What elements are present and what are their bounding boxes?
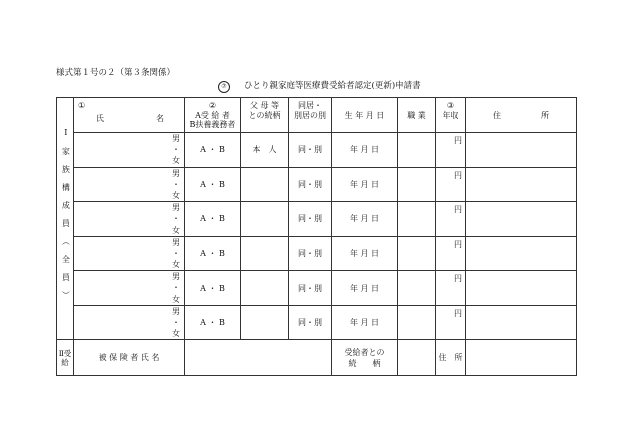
cohabitation-choice[interactable]: 同・別 bbox=[289, 236, 332, 271]
name-field[interactable] bbox=[74, 167, 185, 202]
relation-field[interactable] bbox=[241, 236, 289, 271]
address-field[interactable] bbox=[466, 271, 577, 306]
occupation-field[interactable] bbox=[398, 133, 436, 168]
relation-field[interactable] bbox=[241, 305, 289, 340]
header-row bbox=[57, 98, 577, 133]
relation-field[interactable]: 本 人 bbox=[241, 133, 289, 168]
family-section bbox=[57, 98, 577, 340]
header-relation-line2: との続柄 bbox=[248, 110, 281, 120]
income-field[interactable]: 円 bbox=[436, 236, 466, 271]
ab-choice[interactable]: A ・ B bbox=[185, 236, 241, 271]
ab-choice[interactable]: A ・ B bbox=[185, 133, 241, 168]
section1-label: Ⅰ家族構成員（全員） bbox=[61, 128, 71, 310]
sex-female[interactable]: 女 bbox=[172, 225, 180, 235]
ab-choice[interactable]: A ・ B bbox=[185, 271, 241, 306]
income-field[interactable]: 円 bbox=[436, 305, 466, 340]
occupation-field[interactable] bbox=[398, 305, 436, 340]
birthdate-field[interactable]: 年 月 日 bbox=[332, 167, 398, 202]
application-form-table bbox=[56, 97, 577, 376]
cohabitation-choice[interactable]: 同・別 bbox=[289, 133, 332, 168]
section2-label-cell bbox=[57, 340, 74, 376]
income-field[interactable]: 円 bbox=[436, 271, 466, 306]
name-field[interactable] bbox=[74, 305, 185, 340]
ab-choice[interactable]: A ・ B bbox=[185, 167, 241, 202]
name-field[interactable] bbox=[74, 271, 185, 306]
table-row bbox=[57, 271, 577, 306]
address-field[interactable] bbox=[466, 133, 577, 168]
address-field[interactable] bbox=[466, 236, 577, 271]
header-birthdate: 生 年 月 日 bbox=[332, 98, 398, 133]
sex-male[interactable]: 男 bbox=[172, 203, 180, 213]
address-field[interactable] bbox=[466, 167, 577, 202]
relation-field[interactable] bbox=[241, 202, 289, 237]
sex-dot: ・ bbox=[172, 214, 180, 224]
header-relation-line1: 父 母 等 bbox=[249, 101, 280, 110]
address-field[interactable] bbox=[466, 202, 577, 237]
header-name bbox=[74, 98, 185, 133]
section2-address-field[interactable] bbox=[466, 340, 577, 376]
circled-mark: ⑦ bbox=[218, 81, 230, 93]
section2-address-label: 住 所 bbox=[436, 340, 466, 376]
header-relation bbox=[241, 98, 289, 133]
ab-choice[interactable]: A ・ B bbox=[185, 305, 241, 340]
occupation-field[interactable] bbox=[398, 271, 436, 306]
header-income-label: 年収 bbox=[442, 110, 459, 120]
birthdate-field[interactable]: 年 月 日 bbox=[332, 236, 398, 271]
income-field[interactable]: 円 bbox=[436, 202, 466, 237]
recipient-section bbox=[57, 340, 577, 376]
header-cohabitation bbox=[289, 98, 332, 133]
occupation-field[interactable] bbox=[398, 202, 436, 237]
cohabitation-choice[interactable]: 同・別 bbox=[289, 271, 332, 306]
recipient-relation-line2: 続 柄 bbox=[348, 358, 381, 368]
birthdate-field[interactable]: 年 月 日 bbox=[332, 133, 398, 168]
sex-dot: ・ bbox=[172, 318, 180, 327]
sex-male[interactable]: 男 bbox=[172, 237, 180, 247]
occupation-field[interactable] bbox=[398, 167, 436, 202]
header-recipient-line1: A受 給 者 bbox=[195, 110, 230, 120]
section1-label-cell bbox=[57, 98, 74, 340]
ab-choice[interactable]: A ・ B bbox=[185, 202, 241, 237]
sex-female[interactable]: 女 bbox=[172, 190, 180, 200]
section2-row bbox=[57, 340, 577, 376]
insured-name-field[interactable] bbox=[185, 340, 332, 376]
occupation-field[interactable] bbox=[398, 236, 436, 271]
name-field[interactable] bbox=[74, 236, 185, 271]
income-field[interactable]: 円 bbox=[436, 167, 466, 202]
header-recipient-type bbox=[185, 98, 241, 133]
header-recipient-number: ② bbox=[208, 101, 217, 110]
sex-male[interactable]: 男 bbox=[172, 168, 180, 178]
form-title-text: ひとり親家庭等医療費受給者認定(更新)申請書 bbox=[244, 81, 421, 91]
sex-dot: ・ bbox=[172, 248, 180, 258]
sex-male[interactable]: 男 bbox=[172, 134, 180, 143]
sex-female[interactable]: 女 bbox=[172, 329, 180, 339]
address-field[interactable] bbox=[466, 305, 577, 340]
birthdate-field[interactable]: 年 月 日 bbox=[332, 305, 398, 340]
birthdate-field[interactable]: 年 月 日 bbox=[332, 202, 398, 237]
table-row bbox=[57, 167, 577, 202]
header-income-number: ③ bbox=[446, 101, 455, 110]
cohabitation-choice[interactable]: 同・別 bbox=[289, 305, 332, 340]
header-income bbox=[436, 98, 466, 133]
form-number-note: 様式第１号の２（第３条関係） bbox=[56, 68, 176, 78]
header-cohabitation-line1: 同居・ bbox=[298, 101, 322, 110]
income-field[interactable]: 円 bbox=[436, 133, 466, 168]
header-occupation: 職 業 bbox=[398, 98, 436, 133]
sex-dot: ・ bbox=[172, 145, 180, 155]
form-title bbox=[218, 79, 421, 93]
table-row bbox=[57, 236, 577, 271]
insured-name-label: 被 保 険 者 氏 名 bbox=[74, 340, 185, 376]
cohabitation-choice[interactable]: 同・別 bbox=[289, 202, 332, 237]
name-field[interactable] bbox=[74, 133, 185, 168]
header-address: 住 所 bbox=[466, 98, 577, 133]
cohabitation-choice[interactable]: 同・別 bbox=[289, 167, 332, 202]
table-row bbox=[57, 133, 577, 168]
header-recipient-line2: B扶養義務者 bbox=[189, 120, 236, 130]
sex-female[interactable]: 女 bbox=[172, 260, 180, 270]
table-row bbox=[57, 305, 577, 340]
header-name-label-b: 名 bbox=[156, 114, 164, 123]
header-cohabitation-line2: 別居の別 bbox=[294, 110, 326, 120]
recipient-relation-line1: 受給者との bbox=[344, 347, 385, 357]
relation-field[interactable] bbox=[241, 271, 289, 306]
sex-dot: ・ bbox=[172, 179, 180, 189]
sex-male[interactable]: 男 bbox=[172, 272, 180, 282]
sex-female[interactable]: 女 bbox=[172, 156, 180, 166]
birthdate-field[interactable]: 年 月 日 bbox=[332, 271, 398, 306]
section2-label: Ⅱ受給 bbox=[58, 348, 72, 367]
header-name-number: ① bbox=[78, 101, 86, 110]
table-row bbox=[57, 202, 577, 237]
sex-male[interactable]: 男 bbox=[172, 306, 180, 316]
relation-field[interactable] bbox=[241, 167, 289, 202]
sex-dot: ・ bbox=[172, 283, 180, 293]
recipient-relation-label bbox=[332, 340, 398, 376]
recipient-relation-field[interactable] bbox=[398, 340, 436, 376]
sex-female[interactable]: 女 bbox=[172, 294, 180, 304]
name-field[interactable] bbox=[74, 202, 185, 237]
header-name-label-a: 氏 bbox=[96, 114, 108, 123]
